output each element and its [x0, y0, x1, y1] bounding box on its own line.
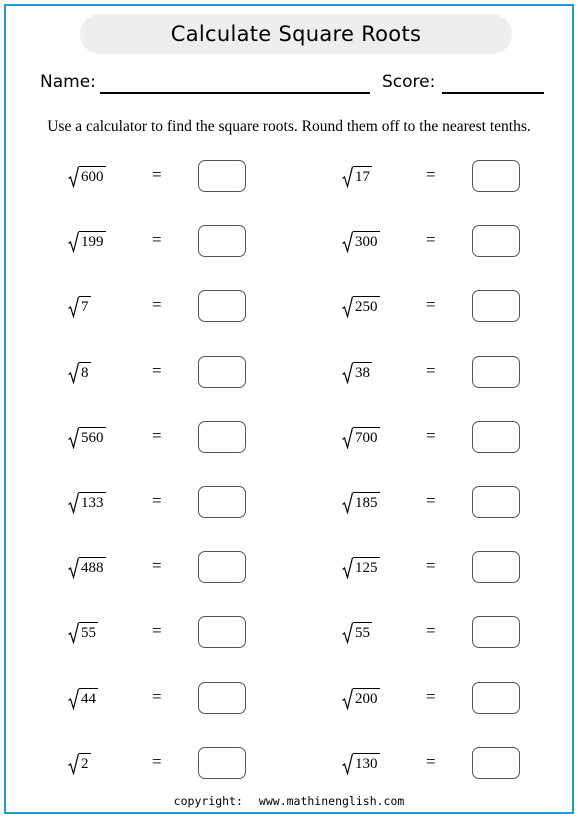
problem-row — [342, 551, 542, 585]
website-text: www.mathinenglish.com — [258, 794, 405, 808]
radical-sign-icon — [342, 427, 353, 449]
worksheet-page — [4, 4, 574, 814]
radicand: 488 — [79, 557, 106, 576]
radicand: 38 — [353, 362, 372, 381]
square-root-expression — [68, 296, 91, 318]
worksheet-title — [80, 14, 512, 54]
radical-sign-icon — [68, 427, 79, 449]
instructions: Use a calculator to find the square roots. Round them off to the nearest tenths. — [47, 118, 531, 135]
square-root-expression — [68, 427, 106, 449]
answer-box[interactable] — [198, 225, 246, 257]
radical-sign-icon — [342, 166, 353, 188]
radicand: 600 — [79, 166, 106, 185]
square-root-expression — [342, 557, 380, 579]
answer-box[interactable] — [198, 551, 246, 583]
radicand: 55 — [79, 622, 98, 641]
radical-sign-icon — [342, 231, 353, 253]
footer — [6, 794, 572, 808]
square-root-expression — [68, 557, 106, 579]
answer-box[interactable] — [198, 682, 246, 714]
answer-box[interactable] — [472, 225, 520, 257]
equals-sign: = — [426, 361, 436, 380]
answer-box[interactable] — [198, 160, 246, 192]
answer-box[interactable] — [198, 616, 246, 648]
radical-sign-icon — [68, 166, 79, 188]
problem-row — [342, 160, 542, 194]
name-field[interactable] — [100, 92, 370, 94]
answer-box[interactable] — [198, 421, 246, 453]
square-root-expression — [342, 362, 372, 384]
problem-row — [68, 486, 268, 520]
equals-sign: = — [152, 491, 162, 510]
equals-sign: = — [152, 752, 162, 771]
answer-box[interactable] — [198, 290, 246, 322]
answer-box[interactable] — [472, 682, 520, 714]
answer-box[interactable] — [472, 421, 520, 453]
equals-sign: = — [426, 556, 436, 575]
radical-sign-icon — [342, 557, 353, 579]
problem-row — [342, 616, 542, 650]
equals-sign: = — [152, 165, 162, 184]
equals-sign: = — [426, 426, 436, 445]
square-root-expression — [68, 362, 91, 384]
square-root-expression — [68, 622, 98, 644]
score-label: Score: — [382, 72, 436, 92]
radicand: 2 — [79, 753, 91, 772]
equals-sign: = — [152, 621, 162, 640]
radicand: 250 — [353, 296, 380, 315]
radicand: 44 — [79, 688, 98, 707]
square-root-expression — [68, 166, 106, 188]
problem-row — [342, 225, 542, 259]
radical-sign-icon — [342, 688, 353, 710]
equals-sign: = — [426, 687, 436, 706]
problem-row — [342, 486, 542, 520]
radical-sign-icon — [342, 753, 353, 775]
equals-sign: = — [426, 165, 436, 184]
radical-sign-icon — [342, 362, 353, 384]
equals-sign: = — [152, 426, 162, 445]
radicand: 199 — [79, 231, 106, 250]
radicand: 560 — [79, 427, 106, 446]
radical-sign-icon — [68, 688, 79, 710]
equals-sign: = — [152, 230, 162, 249]
equals-sign: = — [152, 361, 162, 380]
radical-sign-icon — [68, 362, 79, 384]
square-root-expression — [342, 427, 380, 449]
square-root-expression — [342, 753, 380, 775]
equals-sign: = — [152, 687, 162, 706]
radicand: 133 — [79, 492, 106, 511]
radicand: 200 — [353, 688, 380, 707]
radicand: 130 — [353, 753, 380, 772]
answer-box[interactable] — [472, 551, 520, 583]
name-label: Name: — [40, 72, 96, 92]
answer-box[interactable] — [198, 747, 246, 779]
radical-sign-icon — [342, 296, 353, 318]
radicand: 7 — [79, 296, 91, 315]
equals-sign: = — [426, 752, 436, 771]
radical-sign-icon — [68, 296, 79, 318]
radicand: 55 — [353, 622, 372, 641]
problem-row — [342, 421, 542, 455]
student-info-line — [40, 72, 542, 98]
radical-sign-icon — [68, 622, 79, 644]
problem-row — [68, 616, 268, 650]
equals-sign: = — [426, 295, 436, 314]
radical-sign-icon — [342, 622, 353, 644]
answer-box[interactable] — [472, 616, 520, 648]
answer-box[interactable] — [472, 356, 520, 388]
radical-sign-icon — [68, 492, 79, 514]
square-root-expression — [68, 688, 98, 710]
square-root-expression — [68, 753, 91, 775]
problem-row — [68, 682, 268, 716]
problem-row — [68, 747, 268, 781]
answer-box[interactable] — [198, 356, 246, 388]
square-root-expression — [68, 231, 106, 253]
answer-box[interactable] — [472, 290, 520, 322]
equals-sign: = — [152, 295, 162, 314]
problem-row — [68, 160, 268, 194]
problem-row — [342, 356, 542, 390]
radicand: 185 — [353, 492, 380, 511]
answer-box[interactable] — [472, 486, 520, 518]
radicand: 700 — [353, 427, 380, 446]
square-root-expression — [68, 492, 106, 514]
problem-row — [68, 551, 268, 585]
problem-row — [68, 356, 268, 390]
radicand: 125 — [353, 557, 380, 576]
equals-sign: = — [152, 556, 162, 575]
radical-sign-icon — [68, 557, 79, 579]
radicand: 8 — [79, 362, 91, 381]
problem-row — [342, 290, 542, 324]
problem-row — [342, 682, 542, 716]
problem-row — [68, 225, 268, 259]
copyright-label: copyright: — [173, 794, 243, 808]
answer-box[interactable] — [198, 486, 246, 518]
radicand: 300 — [353, 231, 380, 250]
answer-box[interactable] — [472, 747, 520, 779]
radicand: 17 — [353, 166, 372, 185]
radical-sign-icon — [68, 231, 79, 253]
square-root-expression — [342, 492, 380, 514]
square-root-expression — [342, 231, 380, 253]
equals-sign: = — [426, 230, 436, 249]
score-field[interactable] — [442, 92, 544, 94]
square-root-expression — [342, 622, 372, 644]
radical-sign-icon — [68, 753, 79, 775]
square-root-expression — [342, 296, 380, 318]
problem-row — [342, 747, 542, 781]
square-root-expression — [342, 688, 380, 710]
equals-sign: = — [426, 491, 436, 510]
square-root-expression — [342, 166, 372, 188]
answer-box[interactable] — [472, 160, 520, 192]
title-text: Calculate Square Roots — [170, 22, 422, 46]
problem-row — [68, 290, 268, 324]
equals-sign: = — [426, 621, 436, 640]
radical-sign-icon — [342, 492, 353, 514]
problem-row — [68, 421, 268, 455]
